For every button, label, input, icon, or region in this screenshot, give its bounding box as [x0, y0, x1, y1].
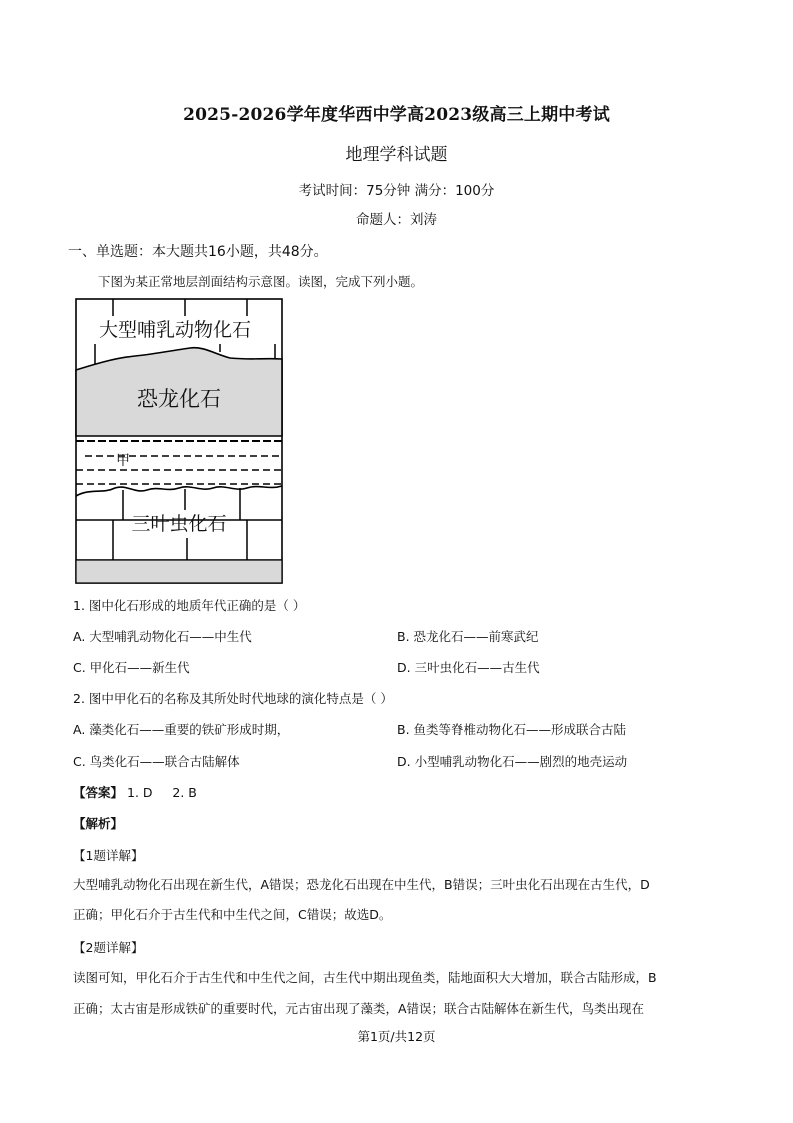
analysis-q1-label: 【1题详解】	[73, 848, 144, 863]
q1-option-b: B. 恐龙化石——前寒武纪	[397, 629, 539, 644]
analysis-label: 【解析】	[73, 816, 124, 831]
q2-option-a: A. 藻类化石——重要的铁矿形成时期，	[73, 722, 290, 737]
q2-option-d: D. 小型哺乳动物化石——剧烈的地壳运动	[397, 754, 628, 769]
exam-author: 命题人：刘涛	[356, 212, 437, 228]
section-intro: 下图为某正常地层剖面结构示意图。读图，完成下列小题。	[98, 274, 424, 289]
layer-label-jia: 甲	[116, 453, 130, 469]
exam-title: 2025-2026学年度华西中学高2023级高三上期中考试	[183, 105, 610, 125]
analysis-q1-line1: 大型哺乳动物化石出现在新生代，A错误；恐龙化石出现在中生代，B错误；三叶虫化石出现在古生代，D	[73, 877, 650, 892]
analysis-q2-label: 【2题详解】	[73, 940, 144, 955]
layer-label-trilobite: 三叶虫化石	[131, 513, 227, 535]
exam-subtitle: 地理学科试题	[345, 145, 448, 165]
strata-figure	[75, 298, 283, 584]
q1-option-a: A. 大型哺乳动物化石——中生代	[73, 629, 252, 644]
analysis-q1-line2: 正确；甲化石介于古生代和中生代之间，C错误；故选D。	[73, 907, 392, 922]
section-heading: 一、单选题：本大题共16小题，共48分。	[68, 244, 328, 260]
question-2-stem: 2. 图中甲化石的名称及其所处时代地球的演化特点是（ ）	[73, 691, 393, 706]
page-footer: 第1页/共12页	[357, 1029, 436, 1044]
q1-option-c: C. 甲化石——新生代	[73, 660, 190, 675]
q2-option-c: C. 鸟类化石——联合古陆解体	[73, 754, 240, 769]
analysis-q2-line1: 读图可知，甲化石介于古生代和中生代之间，古生代中期出现鱼类，陆地面积大大增加，联合古陆形成，B	[73, 970, 657, 985]
answer-block	[73, 783, 197, 801]
analysis-q2-line2: 正确；太古宙是形成铁矿的重要时代，元古宙出现了藻类，A错误；联合古陆解体在新生代，鸟类出现在	[73, 1001, 645, 1016]
exam-info: 考试时间：75分钟 满分：100分	[298, 183, 495, 199]
question-1-stem: 1. 图中化石形成的地质年代正确的是（ ）	[73, 598, 306, 613]
q1-option-d: D. 三叶虫化石——古生代	[397, 660, 540, 675]
q2-option-b: B. 鱼类等脊椎动物化石——形成联合古陆	[397, 722, 627, 737]
answer-value: 1. D 2. B	[127, 785, 197, 800]
layer-label-mammal: 大型哺乳动物化石	[98, 319, 252, 341]
answer-label: 【答案】	[73, 785, 124, 800]
layer-label-dinosaur: 恐龙化石	[137, 387, 221, 411]
